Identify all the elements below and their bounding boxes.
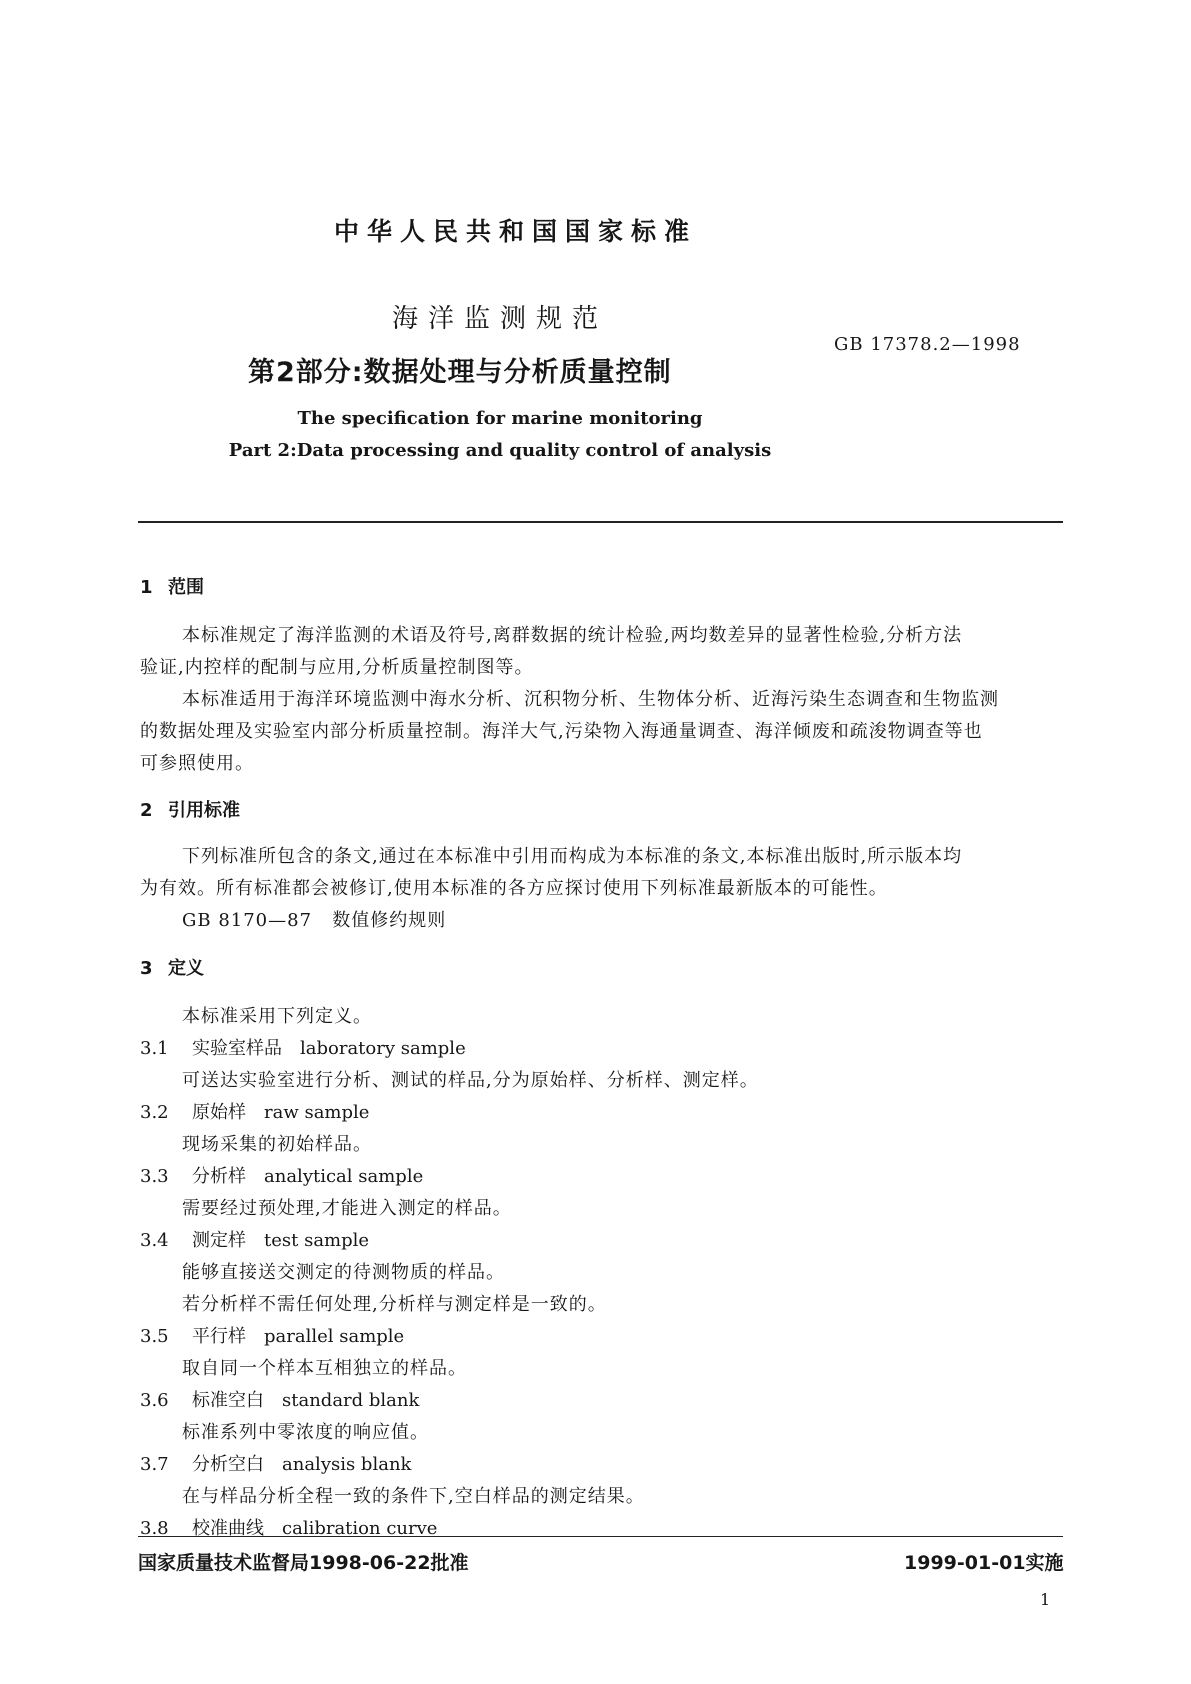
definition-term-row <box>140 1034 466 1060</box>
section-heading-definitions: 3 定义 <box>140 958 204 979</box>
definition-term: 标准空白 <box>192 1390 264 1411</box>
definition-term-english: calibration curve <box>282 1518 438 1539</box>
definition-description: 标准系列中零浓度的响应值。 <box>182 1422 429 1443</box>
footer-divider <box>138 1536 1063 1537</box>
definition-number: 3.4 <box>140 1230 169 1251</box>
definition-term-row <box>140 1386 419 1412</box>
document-subtitle: 第2部分:数据处理与分析质量控制 <box>248 357 672 388</box>
scope-paragraph-2-line-1: 本标准适用于海洋环境监测中海水分析、沉积物分析、生物体分析、近海污染生态调查和生物监测 <box>182 689 999 710</box>
scope-paragraph-2-line-2: 的数据处理及实验室内部分析质量控制。海洋大气,污染物入海通量调查、海洋倾废和疏浚物调查等也 <box>140 721 983 742</box>
definition-term-english: raw sample <box>264 1102 370 1123</box>
effective-date: 1999-01-01实施 <box>904 1552 1064 1574</box>
english-subtitle: Part 2:Data processing and quality control of analysis <box>228 440 772 461</box>
definition-term: 校准曲线 <box>192 1518 264 1539</box>
scope-paragraph-1-line-2: 验证,内控样的配制与应用,分析质量控制图等。 <box>140 657 534 678</box>
definition-number: 3.7 <box>140 1454 169 1475</box>
definition-description: 需要经过预处理,才能进入测定的样品。 <box>182 1198 512 1219</box>
definition-term: 分析空白 <box>192 1454 264 1475</box>
page-number: 1 <box>1040 1590 1051 1609</box>
definition-description: 现场采集的初始样品。 <box>182 1134 372 1155</box>
definition-description: 在与样品分析全程一致的条件下,空白样品的测定结果。 <box>182 1486 645 1507</box>
definition-term-row <box>140 1226 369 1252</box>
scope-paragraph-1-line-1: 本标准规定了海洋监测的术语及符号,离群数据的统计检验,两均数差异的显著性检验,分析方法 <box>182 625 963 646</box>
definition-term-english: test sample <box>264 1230 370 1251</box>
definition-term-english: standard blank <box>282 1390 420 1411</box>
definition-term-english: analysis blank <box>282 1454 412 1475</box>
definition-term-row <box>140 1162 423 1188</box>
references-paragraph-line-1: 下列标准所包含的条文,通过在本标准中引用而构成为本标准的条文,本标准出版时,所示版本均 <box>182 846 963 867</box>
standard-code: GB 17378.2—1998 <box>834 334 1021 355</box>
english-title: The specification for marine monitoring <box>297 408 703 429</box>
scope-paragraph-2-line-3: 可参照使用。 <box>140 753 254 774</box>
national-standard-heading: 中华人民共和国国家标准 <box>333 217 697 246</box>
definition-term: 分析样 <box>192 1166 246 1187</box>
definition-description: 能够直接送交测定的待测物质的样品。 <box>182 1262 505 1283</box>
definition-description: 可送达实验室进行分析、测试的样品,分为原始样、分析样、测定样。 <box>182 1070 759 1091</box>
definition-term-english: analytical sample <box>264 1166 424 1187</box>
references-paragraph-line-2: 为有效。所有标准都会被修订,使用本标准的各方应探讨使用下列标准最新版本的可能性。 <box>140 878 888 899</box>
definition-number: 3.8 <box>140 1518 169 1539</box>
definition-number: 3.5 <box>140 1326 169 1347</box>
definition-term-row <box>140 1450 411 1476</box>
definition-term: 原始样 <box>192 1102 246 1123</box>
definition-number: 3.3 <box>140 1166 169 1187</box>
section-heading-scope: 1 范围 <box>140 577 204 598</box>
definition-number: 3.2 <box>140 1102 169 1123</box>
definitions-intro: 本标准采用下列定义。 <box>182 1006 372 1027</box>
definition-term-english: laboratory sample <box>300 1038 466 1059</box>
definition-number: 3.1 <box>140 1038 169 1059</box>
definition-number: 3.6 <box>140 1390 169 1411</box>
definition-term-english: parallel sample <box>264 1326 405 1347</box>
definition-term: 测定样 <box>192 1230 246 1251</box>
document-title: 海洋监测规范 <box>391 304 608 334</box>
approval-statement: 国家质量技术监督局1998-06-22批准 <box>138 1552 469 1574</box>
definition-term: 平行样 <box>192 1326 246 1347</box>
definition-description: 取自同一个样本互相独立的样品。 <box>182 1358 467 1379</box>
definition-description: 若分析样不需任何处理,分析样与测定样是一致的。 <box>182 1294 607 1315</box>
header-divider <box>138 521 1063 523</box>
definition-term-row <box>140 1098 369 1124</box>
reference-gb8170: GB 8170—87 数值修约规则 <box>182 910 447 931</box>
definition-term: 实验室样品 <box>192 1038 282 1059</box>
definition-term-row <box>140 1322 404 1348</box>
section-heading-references: 2 引用标准 <box>140 800 240 821</box>
